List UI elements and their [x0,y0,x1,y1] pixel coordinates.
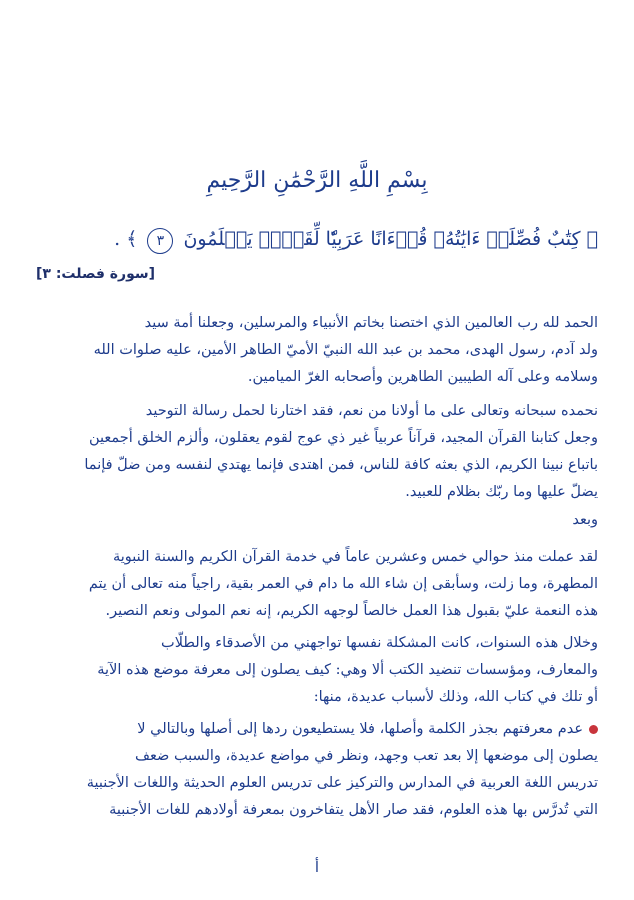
paragraph-line: وجعل كتابنا القرآن المجيد، قرآناً عربياً غير ذي عوج لقوم يعقلون، وألزم الخلق أجمعين [89,430,598,446]
paragraph-line: لقد عملت منذ حوالي خمس وعشرين عاماً في خدمة القرآن الكريم والسنة النبوية [113,549,598,565]
paragraph-problem [30,630,598,711]
ayah-number-circle: ٣ [147,228,173,254]
paragraph-work [30,544,598,625]
paragraph-bullet-reason [30,716,598,824]
bullet-text: عدم معرفتهم بجذر الكلمة وأصلها، فلا يستطيعون ردها إلى أصلها وبالتالي لا [137,721,583,737]
paragraph-line: يصلون إلى موضعها إلا بعد تعب وجهد، ونظر في مواضع عديدة، والسبب ضعف [135,748,598,764]
paragraph-line: يضلّ عليها وما ربّك بظلام للعبيد. [405,484,598,500]
paragraph-line: تدريس اللغة العربية في المدارس والتركيز على تدريس العلوم الحديثة واللغات الأجنبية [86,775,598,791]
page-number: أ [314,858,320,876]
paragraph-line: أو تلك في كتاب الله، وذلك لأسباب عديدة، منها: [313,689,598,705]
paragraph-line: والمعارف، ومؤسسات تنضيد الكتب ألا وهي: كيف يصلون إلى معرفة موضع هذه الآية [97,662,598,678]
section-intro-wabad: وبعد [572,512,598,528]
paragraph-line: باتباع نبينا الكريم، الذي بعثه كافة للناس، فمن اهتدى فإنما يهتدي لنفسه ومن ضلّ فإنما [84,457,598,473]
surah-reference: [سورة فصلت: ٣] [36,266,156,282]
verse-open-bracket: ﴿ [586,228,598,250]
bullet-dot-icon [589,725,598,734]
paragraph-line: ولد آدم، رسول الهدى، محمد بن عبد الله النبيّ الأميّ الطاهر الأمين، عليه صلوات الله [93,342,598,358]
paragraph-gratitude [30,398,598,506]
paragraph-line: التي تُدرَّس بها هذه العلوم، فقد صار الأهل يتفاخرون بمعرفة أولادهم للغات الأجنبية [109,802,598,818]
basmala: بِسْمِ اللَّهِ الرَّحْمَٰنِ الرَّحِيمِ [206,168,428,193]
quran-verse [30,228,598,254]
paragraph-line: هذه النعمة عليّ بقبول هذا العمل خالصاً لوجهه الكريم، إنه نعم المولى ونعم النصير. [105,603,598,619]
paragraph-line: نحمده سبحانه وتعالى على ما أولانا من نعم، فقد اختارنا لحمل رسالة التوحيد [145,403,598,419]
paragraph-line: الحمد لله رب العالمين الذي اختصنا بخاتم الأنبياء والمرسلين، وجعلنا أمة سيد [144,315,598,331]
paragraph-line: وسلامه وعلى آله الطيبين الطاهرين وأصحابه الغرّ الميامين. [247,369,598,385]
paragraph-line [30,716,598,743]
paragraph-praise [30,310,598,391]
verse-text: كِتَٰبٌ فُصِّلَتۡ ءَايَٰتُهُۥ قُرۡءَانًا عَرَبِيّٗا لِّقَوۡمٖ يَعۡلَمُونَ [183,228,581,250]
paragraph-line: المطهرة، وما زلت، وسأبقى إن شاء الله ما دام في العمر بقية، راجياً منه تعالى أن يتم [88,576,598,592]
verse-close-bracket: ﴾ . [114,228,138,250]
paragraph-line: وخلال هذه السنوات، كانت المشكلة نفسها تواجهني من الأصدقاء والطلّاب [161,635,598,651]
